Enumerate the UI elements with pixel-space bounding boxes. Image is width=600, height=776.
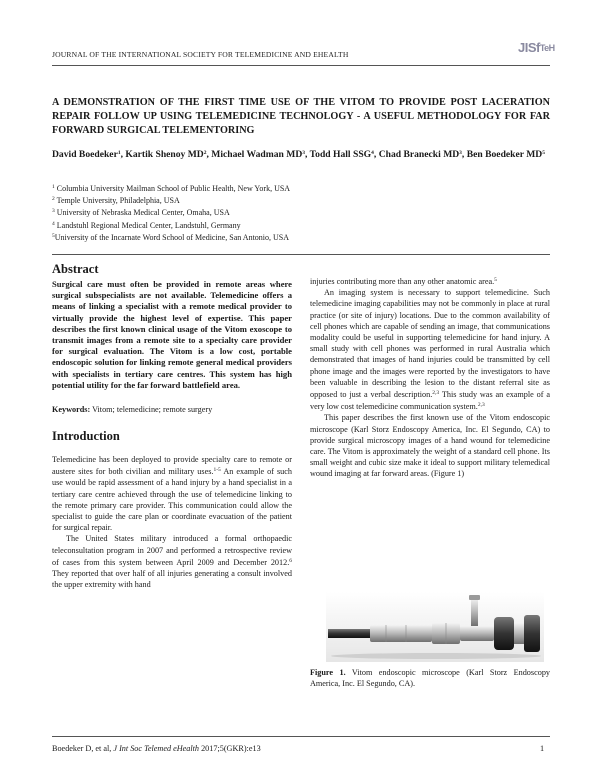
left-column: [52, 262, 292, 590]
footer-citation: Boedeker D, et al, J Int Soc Telemed eHealth 2017;5(GKR):e13: [52, 744, 261, 753]
section-rule: [52, 254, 550, 255]
header-rule: [52, 65, 550, 66]
affiliation: $^3$ University of Nebraska Medical Center, Omaha, USA: [52, 208, 230, 218]
abstract-text: Surgical care must often be provided in remote areas where surgical subspecialists are not available. Telemedicine offers a means of linking a specialist with a remote medical provider to virtually provide the highest level of expertise. This paper describes the first known clinical usage of the Vitom exoscope to transmit images from a remote site to a specialty care provider for surgical evaluation. The Vitom is a low cost, portable endoscopic solution for linking remote general medical providers with specialists in tertiary care centres. This system has high potential utility for the far forward battlefield area.: [52, 279, 292, 390]
introduction-heading: Introduction: [52, 429, 120, 444]
journal-logo: [518, 40, 555, 60]
logo-sub-text: TeH: [539, 43, 555, 53]
keywords-label: Keywords:: [52, 405, 91, 415]
affiliation: $^2$ Temple University, Philadelphia, USA: [52, 196, 180, 206]
author: Michael Wadman $MD^3$,: [211, 149, 310, 160]
abstract-heading: Abstract: [52, 262, 99, 276]
keywords-text: Vitom; telemedicine; remote surgery: [90, 405, 213, 415]
figure-caption: [310, 667, 550, 689]
author: Todd Hall SSG$^4$,: [309, 149, 379, 160]
footer-rule: [52, 736, 550, 737]
figure-vitom-image: [326, 592, 544, 662]
author: Kartik Shenoy $MD^2$,: [125, 149, 212, 160]
right-column: [310, 275, 550, 480]
footer-journal: J Int Soc Telemed eHealth: [113, 744, 200, 753]
author: Chad Branecki $MD^3$,: [378, 149, 467, 160]
author: David Boedeker$^1$,: [52, 149, 126, 160]
affiliation: $^5$University of the Incarnate Word School of Medicine, San Antonio, USA: [52, 232, 290, 242]
paper-title: A DEMONSTRATION OF THE FIRST TIME USE OF THE VITOM TO PROVIDE POST LACERATION REPAIR FOLLOW UP USING TELEMEDICINE TECHNOLOGY - A USEFUL METHODOLOGY FOR FAR FORWARD SURGICAL TELEMENTORING: [52, 97, 550, 137]
paragraph: injuries contributing more than any other anatomic area.$^5$: [310, 277, 497, 286]
keywords: [52, 404, 292, 415]
author-list: [52, 147, 550, 161]
paragraph: The United States military introduced a formal orthopaedic teleconsultation program in 2007 and performed a retrospective review of cases from this system between April 2009 and December 2012.$^6$ They reported that over half of all injuries generating a consult involved the upper extremity with hand: [52, 534, 292, 590]
figure-label: Figure 1.: [310, 668, 346, 677]
affiliation: $^4$ Landstuhl Regional Medical Center, Landstuhl, Germany: [52, 220, 241, 230]
paragraph: Telemedicine has been deployed to provide specialty care to remote or austere sites for both civilian and military uses.$^{1-5}$ An example of such use would be rapid assessment of a hand injury by a hand specialist in a tertiary care centre achieved through the use of telemedicine linking to the remote primary care provider. This communication could allow the specialist to guide the care plan or coordinate evacuation of the patient for surgical repair.: [52, 455, 292, 533]
introduction-body: [52, 454, 292, 590]
paragraph: An imaging system is necessary to support telemedicine. Such telemedicine imaging capabilities may not be commonly in place at rural practice (or site of injury) locations. Due to the common availability of cell phones which are capable of sending an image, that communications modality could be useful in supporting telemedicine for hand injury. A small study with cell phones was performed in rural Australia which demonstrated that images of hand injuries could be transmitted by cell phone image and the images were reported by the investigators to have been valuable in describing the lesion to the distant referral site as opposed to just a verbal description.$^{2,3}$ This study was an example of a very low cost telemedicine communication system.$^{2,3}$: [310, 288, 550, 412]
figure-caption-text: Vitom endoscopic microscope (Karl Storz Endoscopy America, Inc. El Segundo, CA).: [310, 668, 551, 689]
paragraph: This paper describes the first known use of the Vitom endoscopic microscope (Karl Storz Endoscopy America, Inc. El Segundo, CA) to provide surgical microscopy images of a hand wound for telemedicine care. The Vitom is approximately the weight of a standard cell phone. Its small weight and cubic size make it ideal to support military telemedical wound imaging at far forward areas. (Figure 1): [310, 413, 550, 479]
logo-main-text: JISf: [518, 40, 540, 55]
journal-name: JOURNAL OF THE INTERNATIONAL SOCIETY FOR TELEMEDICINE AND EHEALTH: [52, 50, 349, 59]
affiliation-list: [52, 182, 550, 243]
page-number: 1: [540, 744, 545, 753]
affiliation: $^1$ Columbia University Mailman School of Public Health, New York, USA: [52, 184, 291, 193]
author: Ben Boedeker $MD^5$: [466, 149, 545, 160]
